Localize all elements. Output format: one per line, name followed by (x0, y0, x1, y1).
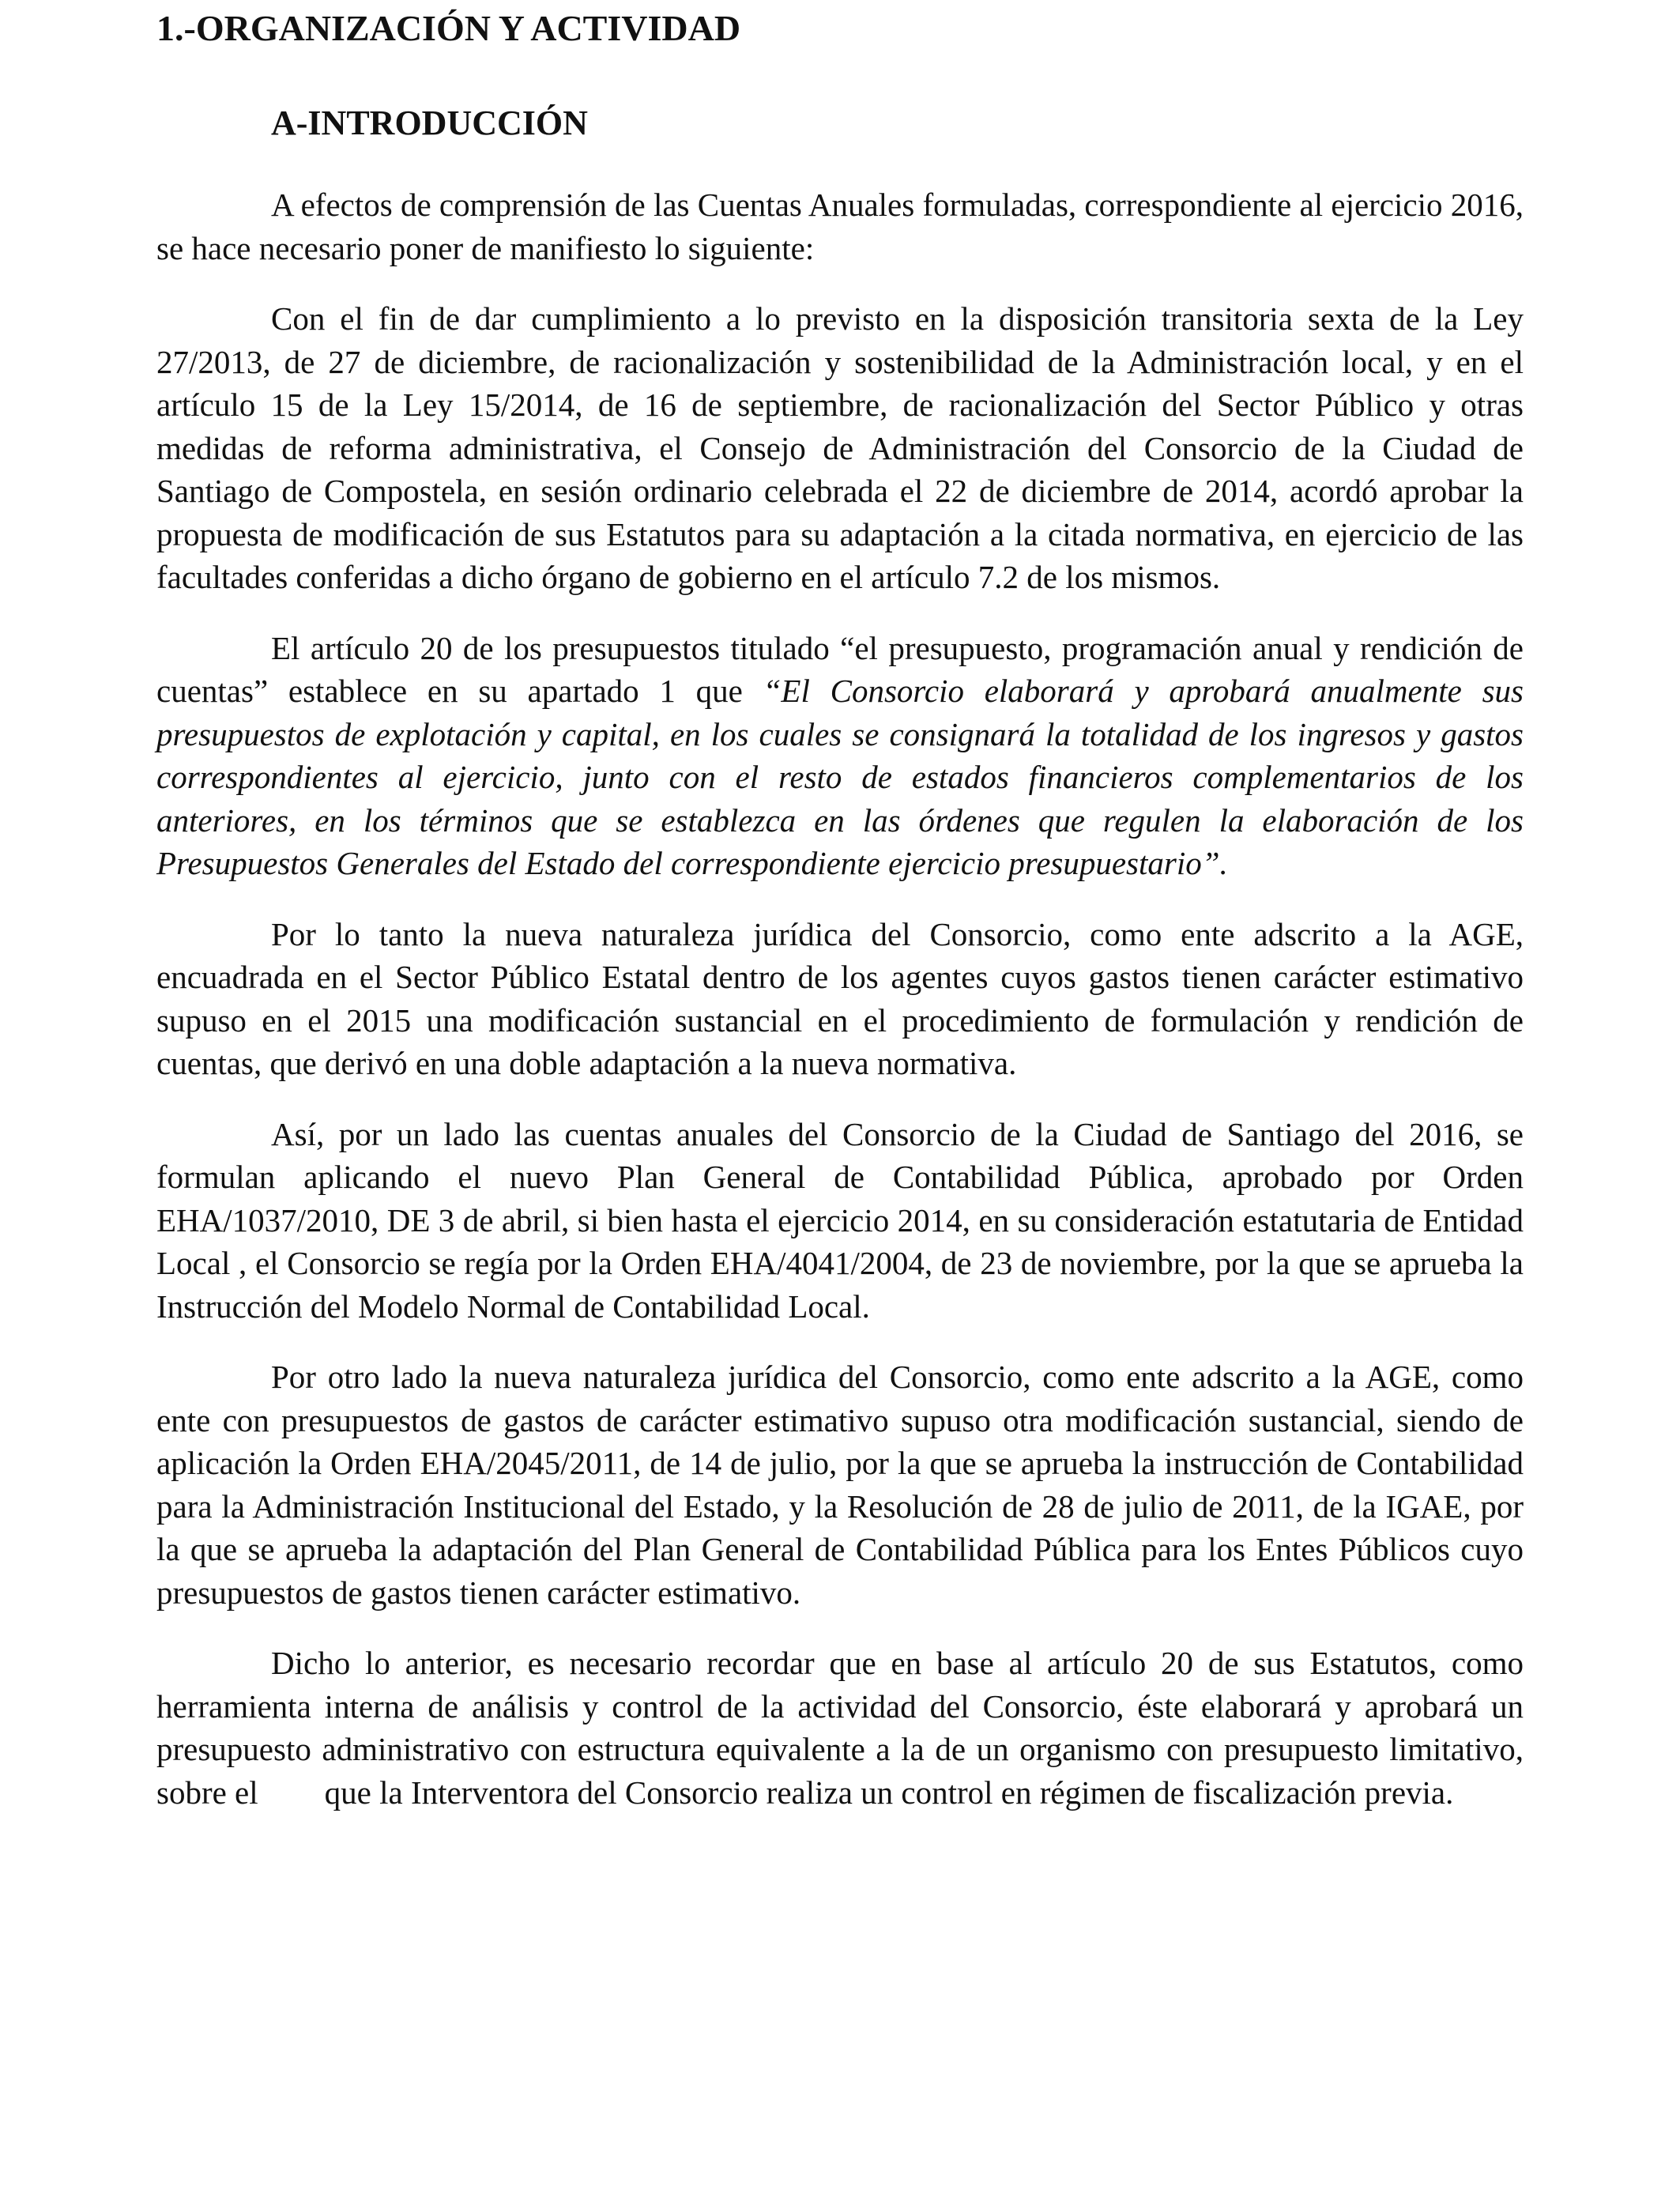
paragraph-article-20 (156, 627, 1524, 885)
paragraph-legal-nature: Por lo tanto la nueva naturaleza jurídica del Consorcio, como ente adscrito a la AGE, encuadrada en el Sector Público Estatal dentro de los agentes cuyos gastos tienen carácter estimativo supuso en el 2015 una modificación sustancial en el procedimiento de formulación y rendición de cuentas, que derivó en una doble adaptación a la nueva normativa. (156, 915, 1524, 1081)
paragraph-budget-control (156, 1642, 1524, 1814)
paragraph-intro: A efectos de comprensión de las Cuentas Anuales formuladas, correspondiente al ejercicio 2016, se hace necesario poner de manifiesto lo siguiente: (156, 187, 1524, 266)
paragraph-budget-control-part-a: Dicho lo anterior, es necesario recordar que en base al artículo 20 de sus Estatutos, como herramienta interna de análisis y control de la actividad del Consorcio, éste elaborará y aprobará un presupuesto administrativo con estructura equivalente a la de un organismo con presupuesto limitativo, sobre el (156, 1645, 1524, 1811)
paragraph-state-accounting: Por otro lado la nueva naturaleza jurídica del Consorcio, como ente adscrito a la AGE, como ente con presupuestos de gastos de carácter estimativo supuso otra modificación sustancial, siendo de aplicación la Orden EHA/2045/2011, de 14 de julio, por la que se aprueba la instrucción de Contabilidad para la Administración Institucional del Estado, y la Resolución de 28 de julio de 2011, de la IGAE, por la que se aprueba la adaptación del Plan General de Contabilidad Pública para los Entes Públicos cuyo presupuestos de gastos tienen carácter estimativo. (156, 1359, 1524, 1611)
paragraph-accounting-plan: Así, por un lado las cuentas anuales del Consorcio de la Ciudad de Santiago del 2016, se formulan aplicando el nuevo Plan General de Contabilidad Pública, aprobado por Orden EHA/1037/2010, DE 3 de abril, si bien hasta el ejercicio 2014, en su consideración estatutaria de Entidad Local , el Consorcio se regía por la Orden EHA/4041/2004, de 23 de noviembre, por la que se aprueba la Instrucción del Modelo Normal de Contabilidad Local. (156, 1115, 1524, 1325)
section-heading: 1.-ORGANIZACIÓN Y ACTIVIDAD (156, 8, 741, 48)
paragraph-legal-context: Con el fin de dar cumplimiento a lo previsto en la disposición transitoria sexta de la Ley 27/2013, de 27 de diciembre, de racionalización y sostenibilidad de la Administración local, y en el artículo 15 de la Ley 15/2014, de 16 de septiembre, de racionalización del Sector Público y otras medidas de reforma administrativa, el Consejo de Administración del Consorcio de la Ciudad de Santiago de Compostela, en sesión ordinario celebrada el 22 de diciembre de 2014, acordó aprobar la propuesta de modificación de sus Estatutos para su adaptación a la citada normativa, en ejercicio de las facultades conferidas a dicho órgano de gobierno en el artículo 7.2 de los mismos. (156, 300, 1524, 595)
paragraph-budget-control-part-b: que la Interventora del Consorcio realiza un control en régimen de fiscalización previa. (324, 1774, 1454, 1811)
paragraph-article-20-text: El artículo 20 de los presupuestos titulado “el presupuesto, programación anual y rendición de cuentas” establece en su apartado 1 que (156, 629, 1524, 709)
subsection-heading: A-INTRODUCCIÓN (271, 104, 588, 142)
document-body (156, 183, 1524, 1842)
paragraph-article-20-quote: “El Consorcio elaborará y aprobará anualmente sus presupuestos de explotación y capital, en los cuales se consignará la totalidad de los ingresos y gastos correspondientes al ejercicio, junto con el resto de estados financieros complementarios de los anteriores, en los términos que se establezca en las órdenes que regulen la elaboración de los Presupuestos Generales del Estado del correspondiente ejercicio presupuestario”. (156, 673, 1524, 881)
